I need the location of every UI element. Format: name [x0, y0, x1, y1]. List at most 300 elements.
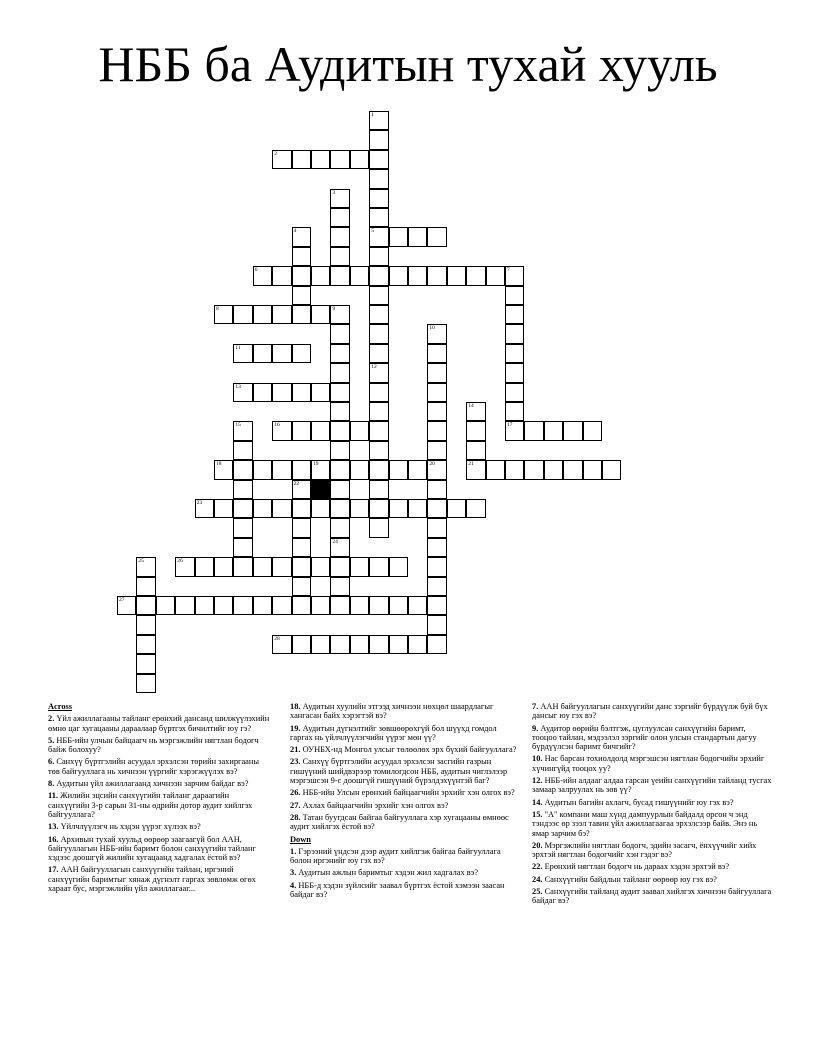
grid-cell[interactable]	[195, 557, 214, 576]
grid-cell[interactable]	[136, 557, 155, 576]
grid-cell[interactable]	[369, 189, 388, 208]
grid-cell[interactable]	[292, 557, 311, 576]
grid-cell[interactable]	[563, 421, 582, 440]
grid-cell[interactable]	[253, 266, 272, 285]
grid-cell[interactable]	[427, 460, 446, 479]
clue-number: 21.	[290, 745, 301, 755]
clue-number: 1.	[290, 846, 297, 856]
grid-cell[interactable]	[233, 596, 252, 615]
grid-cell-number: 23	[196, 500, 203, 506]
grid-cell[interactable]	[563, 460, 582, 479]
grid-cell[interactable]	[272, 150, 291, 169]
grid-cell[interactable]	[427, 577, 446, 596]
grid-cell[interactable]	[389, 635, 408, 654]
grid-cell[interactable]	[136, 674, 155, 693]
grid-cell[interactable]	[214, 499, 233, 518]
grid-cell[interactable]	[505, 305, 524, 324]
grid-cell[interactable]	[272, 499, 291, 518]
clue-text: ОУНБХ-нд Монгол улсыг төлөөлөх эрх бүхий байгууллага?	[300, 745, 517, 755]
clue-number: 12.	[532, 776, 543, 786]
grid-cell[interactable]	[505, 344, 524, 363]
grid-cell[interactable]	[330, 189, 349, 208]
grid-cell[interactable]	[175, 557, 194, 576]
clue-text: Үйлчлүүлэгч нь хэдэн үүрэг хүлээх вэ?	[58, 822, 201, 832]
grid-cell[interactable]	[311, 383, 330, 402]
grid-cell[interactable]	[330, 363, 349, 382]
grid-cell[interactable]	[408, 266, 427, 285]
grid-cell[interactable]	[427, 344, 446, 363]
grid-cell[interactable]	[330, 577, 349, 596]
grid-cell[interactable]	[233, 499, 252, 518]
grid-cell[interactable]	[330, 596, 349, 615]
grid-cell[interactable]	[292, 150, 311, 169]
grid-cell[interactable]	[272, 557, 291, 576]
grid-cell-number: 14	[468, 403, 474, 409]
grid-cell-number: 7	[507, 267, 510, 274]
grid-cell[interactable]	[447, 499, 466, 518]
grid-cell[interactable]	[330, 499, 349, 518]
clue-item	[532, 841, 772, 860]
clue-number: 10.	[532, 754, 543, 764]
grid-cell-number: 6	[254, 267, 258, 274]
clue-text: НББ-д хэдэн зүйлсийг заавал бүртгэх ёстой хэмээн заасан байдаг вэ?	[290, 880, 505, 900]
grid-cell[interactable]	[427, 324, 446, 343]
grid-cell[interactable]	[136, 577, 155, 596]
grid-cell[interactable]	[369, 402, 388, 421]
grid-cell[interactable]	[311, 460, 330, 479]
clue-text: Ахлах байцаагчийн эрхийг хэн олгох вэ?	[300, 800, 449, 810]
grid-cell[interactable]	[369, 460, 388, 479]
clue-item	[48, 865, 270, 893]
clue-number: 18.	[290, 702, 301, 711]
grid-cell[interactable]	[408, 460, 427, 479]
grid-cell[interactable]	[427, 596, 446, 615]
grid-cell[interactable]	[369, 363, 388, 382]
grid-cell[interactable]	[369, 305, 388, 324]
clue-number: 20.	[532, 840, 543, 850]
grid-cell-number: 27	[119, 597, 125, 603]
grid-cell[interactable]	[583, 421, 602, 440]
grid-cell[interactable]	[369, 518, 388, 537]
grid-cell[interactable]	[466, 266, 485, 285]
grid-cell[interactable]	[292, 421, 311, 440]
grid-cell[interactable]	[505, 266, 524, 285]
clue-number: 6.	[48, 757, 55, 767]
grid-cell[interactable]	[524, 421, 543, 440]
grid-cell[interactable]	[311, 499, 330, 518]
grid-cell[interactable]	[369, 227, 388, 246]
grid-cell[interactable]	[195, 499, 214, 518]
grid-cell[interactable]	[369, 421, 388, 440]
grid-cell[interactable]	[505, 363, 524, 382]
grid-cell[interactable]	[292, 518, 311, 537]
grid-cell[interactable]	[369, 499, 388, 518]
clue-number: 23.	[290, 757, 301, 767]
grid-cell-number: 21	[468, 461, 474, 468]
grid-cell[interactable]	[330, 538, 349, 557]
grid-cell[interactable]	[311, 596, 330, 615]
grid-cell[interactable]	[330, 150, 349, 169]
grid-cell[interactable]	[466, 460, 485, 479]
grid-cell[interactable]	[369, 266, 388, 285]
clue-number: 22.	[532, 862, 543, 872]
grid-cell[interactable]	[350, 150, 369, 169]
grid-cell[interactable]	[447, 266, 466, 285]
grid-cell[interactable]	[117, 596, 136, 615]
grid-cell[interactable]	[214, 557, 233, 576]
clue-number: 16.	[48, 834, 59, 844]
grid-cell[interactable]	[330, 324, 349, 343]
grid-cell[interactable]	[292, 596, 311, 615]
clue-number: 5.	[48, 735, 55, 745]
grid-cell[interactable]	[466, 499, 485, 518]
grid-cell[interactable]	[408, 227, 427, 246]
clue-item	[532, 798, 772, 807]
grid-cell-number: 17	[507, 422, 513, 429]
clue-item	[532, 776, 772, 795]
grid-cell[interactable]	[369, 324, 388, 343]
clue-item	[48, 714, 270, 733]
clue-text: Жилийн эцсийн санхүүгийн тайланг дараагийн санхүүгийн 3-р сарын 31-ны өдрийн дотор аудит хийлгэх байгууллага?	[48, 791, 253, 819]
clue-number: 14.	[532, 797, 543, 807]
grid-cell[interactable]	[233, 557, 252, 576]
black-cell	[311, 480, 330, 499]
grid-cell[interactable]	[369, 557, 388, 576]
grid-cell-number: 5	[371, 228, 374, 235]
clue-column-2	[290, 702, 520, 902]
grid-cell-number: 1	[371, 112, 374, 118]
grid-cell[interactable]	[427, 499, 446, 518]
grid-cell[interactable]	[427, 635, 446, 654]
clue-column-1	[48, 702, 270, 896]
grid-cell[interactable]	[369, 169, 388, 188]
grid-cell[interactable]	[350, 557, 369, 576]
grid-cell-number: 13	[235, 383, 241, 390]
grid-cell[interactable]	[272, 266, 291, 285]
clue-item	[48, 822, 270, 831]
grid-cell[interactable]	[136, 615, 155, 634]
grid-cell[interactable]	[330, 227, 349, 246]
clue-item	[532, 754, 772, 773]
clue-item	[290, 881, 520, 900]
grid-cell[interactable]	[369, 635, 388, 654]
grid-cell[interactable]	[427, 363, 446, 382]
down-heading: Down	[290, 834, 311, 844]
grid-cell[interactable]	[253, 557, 272, 576]
grid-cell[interactable]	[389, 460, 408, 479]
grid-cell[interactable]	[369, 130, 388, 149]
grid-cell[interactable]	[544, 421, 563, 440]
clue-item	[290, 868, 520, 877]
grid-cell[interactable]	[292, 635, 311, 654]
grid-cell[interactable]	[330, 402, 349, 421]
grid-cell-number: 18	[216, 461, 222, 468]
grid-cell[interactable]	[214, 460, 233, 479]
grid-cell[interactable]	[408, 499, 427, 518]
grid-cell[interactable]	[389, 266, 408, 285]
grid-cell-number: 20	[429, 461, 435, 468]
clue-item	[48, 757, 270, 776]
clue-item	[290, 788, 520, 797]
clue-item	[290, 801, 520, 810]
grid-cell-number: 28	[274, 635, 280, 642]
grid-cell[interactable]	[427, 538, 446, 557]
grid-cell[interactable]	[253, 596, 272, 615]
grid-cell[interactable]	[427, 402, 446, 421]
clue-text: ААН байгууллагын санхүүгийн тайлан, иргэний санхүүгийн баримтыг хянаж дүгнэлт гаргах зөвлөмж өгөх харaат бус, мэргэжлийн үйл ажиллагааг...	[48, 865, 256, 894]
grid-cell-number: 26	[177, 558, 183, 565]
grid-cell[interactable]	[427, 441, 446, 460]
grid-cell[interactable]	[427, 421, 446, 440]
grid-cell[interactable]	[214, 305, 233, 324]
clue-number: 13.	[48, 822, 59, 832]
clue-item	[532, 810, 772, 838]
clue-item	[532, 702, 772, 721]
grid-cell[interactable]	[272, 635, 291, 654]
grid-cell-number: 16	[274, 422, 280, 429]
grid-cell[interactable]	[330, 441, 349, 460]
clue-number: 3.	[290, 868, 297, 878]
grid-cell[interactable]	[292, 266, 311, 285]
grid-cell[interactable]	[292, 286, 311, 305]
grid-cell[interactable]	[311, 421, 330, 440]
grid-cell[interactable]	[369, 247, 388, 266]
grid-cell-number: 9	[332, 306, 336, 312]
grid-cell-number: 11	[235, 344, 241, 351]
clue-text: Мэргэжлийн нягтлан бодогч, эдийн засагч, ёнхүүчийг хийх эрхтэй нягтлан бодогчийг хэн гэдэг вэ?	[532, 840, 757, 860]
grid-cell[interactable]	[214, 596, 233, 615]
clue-item	[290, 847, 520, 866]
clue-number: 2.	[48, 714, 55, 724]
clue-item	[290, 702, 520, 721]
grid-cell[interactable]	[427, 227, 446, 246]
clue-text: Татан буугдсан байгаа байгууллага хэр хугацааны өмнөөс аудит хийлгэх ёстой вэ?	[290, 812, 509, 832]
grid-cell[interactable]	[466, 421, 485, 440]
clue-number: 24.	[532, 874, 543, 884]
grid-cell[interactable]	[330, 635, 349, 654]
clue-number: 15.	[532, 809, 543, 819]
grid-cell[interactable]	[486, 266, 505, 285]
grid-cell[interactable]	[330, 460, 349, 479]
grid-cell[interactable]	[292, 460, 311, 479]
grid-cell[interactable]	[272, 421, 291, 440]
grid-cell[interactable]	[350, 421, 369, 440]
clue-text: Аудитор өөрийн бэлтгэж, цуглуулсан санхүүгийн баримт, тооцоо тайлан, мэдээлэл зэргийг олон улсын стандартын дагуу бүрдүүлсэн баримт бичгийг?	[532, 723, 757, 752]
grid-cell[interactable]	[330, 480, 349, 499]
grid-cell[interactable]	[292, 480, 311, 499]
grid-cell[interactable]	[292, 247, 311, 266]
grid-cell[interactable]	[233, 538, 252, 557]
grid-cell[interactable]	[544, 460, 563, 479]
grid-cell[interactable]	[466, 402, 485, 421]
grid-cell[interactable]	[272, 596, 291, 615]
grid-cell[interactable]	[233, 421, 252, 440]
grid-cell[interactable]	[330, 305, 349, 324]
grid-cell[interactable]	[311, 557, 330, 576]
clue-text: Ерөнхий нягтлан бодогч нь дараах хэдэн эрхтэй вэ?	[542, 862, 730, 872]
grid-cell[interactable]	[389, 227, 408, 246]
grid-cell[interactable]	[369, 111, 388, 130]
grid-cell-number: 3	[332, 189, 336, 196]
grid-cell[interactable]	[427, 615, 446, 634]
clue-item	[532, 862, 772, 871]
grid-cell[interactable]	[389, 557, 408, 576]
grid-cell[interactable]	[253, 383, 272, 402]
clue-number: 8.	[48, 779, 55, 789]
grid-cell[interactable]	[389, 499, 408, 518]
grid-cell[interactable]	[233, 480, 252, 499]
clue-text: Санхүү бүртгэлийн асуудал эрхэлсэн засгийн газрын гишүүний шийдвэрээр томилогдсон НББ, аудитын чиглэлээр мэргэшсэн 9-с доошгүй гишүүний бүрэлдэхүүнтэй баг?	[290, 757, 508, 786]
clue-text: НББ-ийн Улсын ерөнхий байцаагчийн эрхийг хэн олгох вэ?	[300, 788, 515, 798]
grid-cell[interactable]	[311, 635, 330, 654]
grid-cell[interactable]	[427, 518, 446, 537]
grid-cell[interactable]	[330, 557, 349, 576]
grid-cell[interactable]	[505, 421, 524, 440]
grid-cell[interactable]	[292, 227, 311, 246]
grid-cell[interactable]	[292, 577, 311, 596]
grid-cell-number: 25	[138, 558, 144, 565]
clue-text: Нас барсан тохиолдолд мэргэшсэн нягтлан бодогчийн эрхийг хүчингүйд тооцох уу?	[532, 754, 765, 773]
grid-cell[interactable]	[486, 460, 505, 479]
grid-cell[interactable]	[505, 324, 524, 343]
grid-cell-number: 4	[293, 228, 297, 235]
clue-text: Санхүүгийн байдлын тайланг өөрөөр юу гэх вэ?	[542, 874, 717, 884]
clue-text: НББ-ийн алдааг алдаа гарсан үеийн санхүүгийн тайланд тусгах замаар залруулах нь зөв үү?	[532, 776, 772, 795]
grid-cell[interactable]	[583, 460, 602, 479]
grid-cell[interactable]	[311, 150, 330, 169]
clue-text: "А" компани маш хүнд дампуурлын байдалд орсон ч энд тэндээс өр зээл тавин үйл ажиллагаагаа эрхэлсээр байв. Энэ нь ямар зарчим бэ?	[532, 809, 758, 838]
grid-cell[interactable]	[233, 344, 252, 363]
grid-cell-number: 2	[274, 150, 277, 157]
grid-cell[interactable]	[136, 596, 155, 615]
clue-item	[532, 887, 772, 906]
grid-cell[interactable]	[350, 460, 369, 479]
across-heading: Across	[48, 702, 73, 711]
grid-cell-number: 15	[235, 422, 241, 429]
clue-text: Санхүүгийн тайланд аудит заавал хийлгэх хичнээн байгууллага байдаг вэ?	[532, 887, 772, 906]
grid-cell[interactable]	[272, 344, 291, 363]
grid-cell[interactable]	[311, 266, 330, 285]
grid-cell[interactable]	[389, 596, 408, 615]
grid-cell[interactable]	[602, 460, 621, 479]
grid-cell[interactable]	[311, 305, 330, 324]
grid-cell[interactable]	[233, 441, 252, 460]
clue-text: ААН байгууллагын санхүүгийн данс зэргийг бүрдүүлж буй бүх дансыг юу гэх вэ?	[532, 702, 768, 721]
grid-cell[interactable]	[253, 460, 272, 479]
grid-cell[interactable]	[330, 344, 349, 363]
page-title: НББ ба Аудитын тухай хууль	[98, 36, 718, 92]
grid-cell[interactable]	[466, 441, 485, 460]
grid-cell-number: 24	[332, 538, 338, 545]
grid-cell[interactable]	[233, 518, 252, 537]
grid-cell[interactable]	[505, 402, 524, 421]
grid-cell[interactable]	[369, 596, 388, 615]
grid-cell[interactable]	[427, 480, 446, 499]
grid-cell[interactable]	[253, 305, 272, 324]
grid-cell[interactable]	[505, 383, 524, 402]
clue-number: 11.	[48, 791, 59, 801]
grid-cell[interactable]	[350, 596, 369, 615]
clue-text: Аудитын дүгнэлтийг зөвшөөрөхгүй бол шүүхд гомдол гаргах нь үйлчлүүлэгчийн үүрэг мөн үү?	[290, 723, 497, 742]
grid-cell[interactable]	[427, 266, 446, 285]
clue-item	[532, 875, 772, 884]
grid-cell[interactable]	[369, 150, 388, 169]
clue-number: 27.	[290, 800, 301, 810]
grid-cell[interactable]	[272, 383, 291, 402]
clue-item	[48, 736, 270, 755]
grid-cell[interactable]	[330, 518, 349, 537]
clue-item	[48, 791, 270, 819]
grid-cell[interactable]	[330, 421, 349, 440]
grid-cell[interactable]	[369, 344, 388, 363]
grid-cell-number: 8	[216, 306, 219, 312]
grid-cell[interactable]	[233, 383, 252, 402]
grid-cell[interactable]	[233, 460, 252, 479]
grid-cell[interactable]	[156, 596, 175, 615]
grid-cell[interactable]	[369, 286, 388, 305]
clue-number: 28.	[290, 812, 301, 822]
clue-column-3	[532, 702, 772, 909]
grid-cell[interactable]	[427, 383, 446, 402]
clue-item	[48, 835, 270, 863]
clue-text: Санхүү бүртгэлийн асуудал эрхэлсэн төрийн захиргааны төв байгууллага нь хичнээн үүргийг хэрэгжүүлэх вэ?	[48, 757, 260, 776]
grid-cell[interactable]	[505, 286, 524, 305]
grid-cell[interactable]	[524, 460, 543, 479]
grid-cell[interactable]	[330, 383, 349, 402]
grid-cell[interactable]	[350, 635, 369, 654]
clue-text: НББ-ийн улчын байцаагч нь мэргэжлийн нягтлан бодогч байж болохуу?	[48, 735, 259, 755]
grid-cell[interactable]	[136, 635, 155, 654]
grid-cell[interactable]	[369, 383, 388, 402]
clue-item	[290, 724, 520, 743]
grid-cell[interactable]	[292, 383, 311, 402]
grid-cell[interactable]	[292, 538, 311, 557]
grid-cell[interactable]	[408, 635, 427, 654]
grid-cell-number: 19	[313, 461, 319, 468]
grid-cell[interactable]	[253, 344, 272, 363]
grid-cell[interactable]	[175, 596, 194, 615]
grid-cell[interactable]	[505, 460, 524, 479]
clue-number: 17.	[48, 865, 59, 875]
grid-cell[interactable]	[330, 266, 349, 285]
grid-cell[interactable]	[369, 480, 388, 499]
grid-cell[interactable]	[253, 499, 272, 518]
grid-cell[interactable]	[369, 441, 388, 460]
clue-number: 19.	[290, 723, 301, 733]
grid-cell[interactable]	[330, 208, 349, 227]
grid-cell[interactable]	[233, 305, 252, 324]
grid-cell[interactable]	[195, 596, 214, 615]
clue-text: Архивын тухай хуульд өөрөөр заагаагүй бол ААН, байгууллагын НББ-ийн баримт болон санхүүгийн тайланг хэдээс доошгүй жилийн хугацаанд хадгалах ёстой вэ?	[48, 834, 256, 863]
grid-cell[interactable]	[350, 499, 369, 518]
clue-item	[290, 813, 520, 832]
grid-cell[interactable]	[408, 596, 427, 615]
grid-cell[interactable]	[350, 266, 369, 285]
grid-cell[interactable]	[272, 305, 291, 324]
grid-cell[interactable]	[369, 208, 388, 227]
clue-number: 7.	[532, 702, 539, 711]
grid-cell[interactable]	[136, 654, 155, 673]
grid-cell[interactable]	[292, 305, 311, 324]
grid-cell[interactable]	[292, 499, 311, 518]
grid-cell[interactable]	[427, 557, 446, 576]
grid-cell[interactable]	[292, 344, 311, 363]
grid-cell-number: 12	[371, 364, 377, 371]
grid-cell[interactable]	[272, 460, 291, 479]
clue-number: 26.	[290, 788, 301, 798]
clue-text: Аудитын багийн ахлагч, бусад гишүүнийг юу гэх вэ?	[542, 797, 734, 807]
grid-cell[interactable]	[330, 247, 349, 266]
